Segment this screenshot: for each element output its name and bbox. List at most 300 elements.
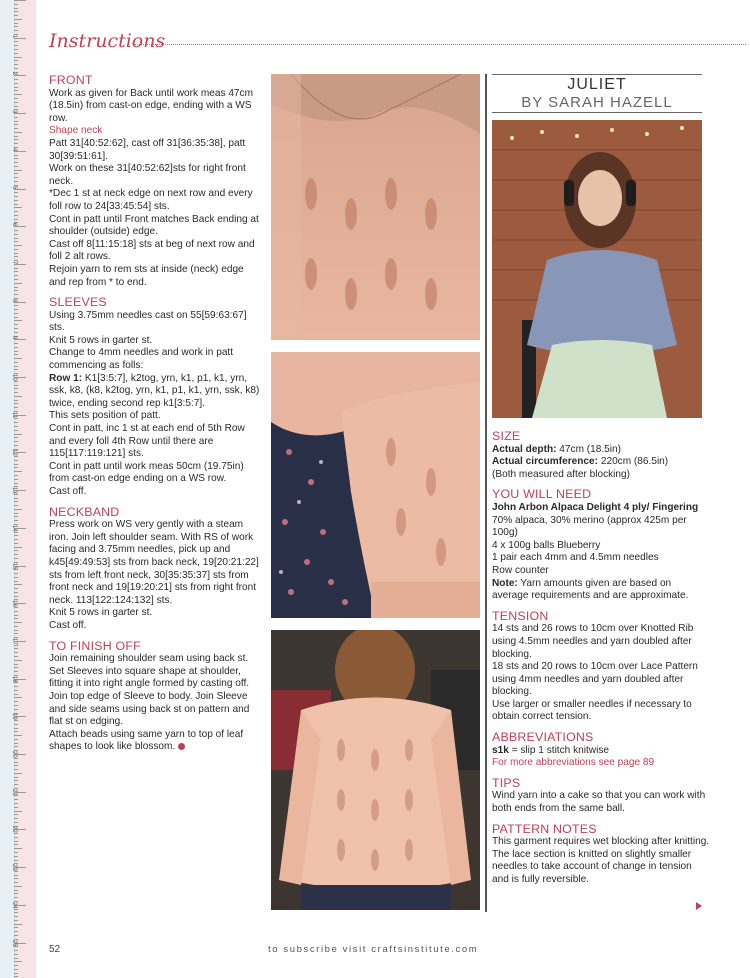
ruler-tick [14, 935, 18, 936]
ruler-tick [14, 931, 18, 932]
ruler-number: 22 [11, 826, 17, 834]
size-depth-value: 47cm (18.5in) [556, 443, 622, 455]
ruler-tick [14, 418, 18, 419]
ruler-tick [14, 245, 22, 246]
ruler-tick [14, 200, 18, 201]
ruler-tick [14, 705, 18, 706]
ruler-tick [14, 328, 18, 329]
ruler-tick [14, 920, 18, 921]
ruler-tick [14, 215, 18, 216]
front-text: Work as given for Back until work meas 47cm (18.5in) from cast-on edge, ending with a WS row. [49, 87, 254, 124]
ruler-tick [14, 886, 22, 887]
ruler-tick [14, 170, 22, 171]
size-note: (Both measured after blocking) [492, 468, 631, 480]
ruler-tick [14, 143, 18, 144]
ruler-tick [14, 520, 18, 521]
ruler-tick [14, 697, 22, 698]
abbreviations-heading: ABBREVIATIONS [492, 730, 594, 745]
ruler-tick [14, 324, 18, 325]
ruler-number: 13 [11, 487, 17, 494]
ruler-tick [14, 173, 18, 174]
tension-heading: TENSION [492, 608, 549, 623]
ruler-tick [14, 720, 18, 721]
ruler-tick [14, 362, 18, 363]
ruler-tick [14, 124, 18, 125]
size-circ-label: Actual circumference: [492, 456, 599, 468]
ruler-tick [14, 626, 18, 627]
ruler-tick [14, 79, 18, 80]
ruler-tick [14, 780, 18, 781]
ruler-tick [14, 969, 18, 970]
photo-front-lace-detail [271, 74, 480, 340]
ruler-tick [14, 878, 18, 879]
row-1-instruction [49, 373, 261, 411]
front-text: Cont in patt until Front matches Back ending at shoulder (outside) edge. [49, 213, 259, 238]
ruler-tick [14, 811, 22, 812]
sleeves-text: Cont in patt until work meas 50cm (19.75in) from cast-on edge ending on a WS row. [49, 460, 244, 485]
ruler-tick [14, 396, 22, 397]
need-note-text: Yarn amounts given are based on average requirements and are approximate. [492, 577, 689, 602]
ruler-tick [14, 618, 18, 619]
ruler-tick [14, 211, 18, 212]
tension-text: 14 sts and 26 rows to 10cm over Knotted Rib using 4.5mm needles and yarn doubled after blocking. [492, 623, 694, 660]
ruler-tick [14, 60, 18, 61]
ruler-tick [14, 890, 18, 891]
photo-back-view [271, 630, 480, 910]
ruler-tick [14, 848, 22, 849]
ruler-tick [14, 501, 18, 502]
ruler-tick [14, 973, 18, 974]
ruler-tick [14, 686, 18, 687]
ruler-tick [14, 573, 18, 574]
ruler-tick [14, 694, 18, 695]
ruler-tick [14, 219, 18, 220]
ruler-tick [14, 773, 22, 774]
ruler-tick [14, 162, 18, 163]
photo-sleeve-detail [271, 352, 480, 618]
pattern-notes-text: This garment requires wet blocking after knitting. The lace section is knitted on slightly smaller needles to take account of change in tension and is fully reversible. [492, 836, 710, 885]
front-text: *Dec 1 st at neck edge on next row and every foll row to 24[33:45:54] sts. [49, 188, 253, 212]
you-will-need-heading: YOU WILL NEED [492, 487, 592, 502]
ruler-tick [14, 64, 18, 65]
title-rule-top [492, 74, 702, 75]
ruler-number: 10 [11, 374, 17, 381]
ruler-tick [14, 860, 18, 861]
ruler-tick [14, 354, 18, 355]
sleeves-text: Cast off. [49, 486, 87, 497]
ruler-tick [14, 437, 18, 438]
ruler-tick [14, 407, 18, 408]
ruler-number: 20 [11, 751, 17, 758]
ruler-tick [14, 912, 18, 913]
ruler-tick [14, 392, 18, 393]
ruler-number: 14 [11, 524, 17, 532]
ruler-tick [14, 204, 18, 205]
ruler-number: 15 [11, 562, 17, 570]
ruler-tick [14, 630, 18, 631]
yarn-name: John Arbon Alpaca Delight 4 ply/ Fingering [492, 501, 699, 513]
header-dotted-rule [134, 44, 746, 45]
ruler-tick [14, 841, 18, 842]
ruler-number: 25 [11, 939, 17, 947]
ruler-tick [14, 117, 18, 118]
ruler-tick [14, 268, 18, 269]
front-heading: FRONT [49, 73, 93, 87]
ruler-tick [14, 313, 18, 314]
tips-heading: TIPS [492, 775, 521, 790]
ruler-tick [14, 728, 18, 729]
ruler-tick [14, 558, 18, 559]
shape-neck-subheading: Shape neck [49, 125, 103, 137]
ruler-tick [14, 622, 22, 623]
ruler-tick [14, 106, 18, 107]
ruler-tick [14, 667, 18, 668]
pattern-notes-heading: PATTERN NOTES [492, 821, 597, 836]
ruler-tick [14, 581, 18, 582]
ruler-tick [14, 11, 18, 12]
ruler-tick [14, 49, 18, 50]
ruler-tick [14, 87, 18, 88]
column-divider [485, 74, 487, 912]
abbreviation-definition: = slip 1 stitch knitwise [508, 744, 609, 756]
neckband-text: Cast off. [49, 619, 87, 631]
ruler-tick [14, 784, 18, 785]
ruler-number: 3 [11, 110, 17, 114]
ruler-tick [14, 516, 18, 517]
ruler-tick [14, 844, 18, 845]
ruler-tick [14, 230, 18, 231]
ruler-tick [14, 249, 18, 250]
ruler-tick [14, 290, 18, 291]
yarn-info [492, 502, 710, 540]
ruler-tick [14, 961, 22, 962]
end-marker-icon [178, 743, 185, 750]
ruler-number: 1 [11, 34, 17, 39]
ruler-tick [14, 98, 18, 99]
ruler-tick [14, 434, 22, 435]
ruler-tick [14, 426, 18, 427]
ruler-tick [14, 181, 18, 182]
ruler-tick [14, 256, 18, 257]
size-circumference [492, 456, 710, 469]
tips-text: Wind yarn into a cake so that you can work with both ends from the same ball. [492, 790, 706, 815]
ruler-tick [14, 83, 18, 84]
ruler-number: 16 [11, 600, 17, 607]
ruler-tick [14, 388, 18, 389]
ruler-tick [14, 8, 18, 9]
ruler-tick [14, 332, 18, 333]
ruler-tick [14, 422, 18, 423]
finish-heading: TO FINISH OFF [49, 638, 141, 653]
ruler-tick [14, 369, 18, 370]
ruler-tick [14, 475, 18, 476]
need-item: Row counter [492, 564, 549, 576]
ruler-tick [14, 75, 26, 76]
ruler-tick [14, 317, 18, 318]
ruler-tick [14, 196, 18, 197]
pattern-designer: BY SARAH HAZELL [521, 94, 673, 111]
finish-text: Join remaining shoulder seam using back st. Set Sleeves into square shape at shoulder, fitting it into right angle formed by casting off. Join top edge of Sleeve to body. Join Sleeve and side seams using back st on pattern and flat st on edging. [49, 653, 250, 728]
ruler-number: 5 [11, 185, 17, 189]
ruler-tick [14, 343, 18, 344]
ruler-tick [14, 611, 18, 612]
ruler-tick [14, 121, 18, 122]
ruler-tick [14, 53, 18, 54]
ruler-tick [14, 45, 18, 46]
ruler-tick [14, 467, 18, 468]
ruler-tick [14, 139, 18, 140]
ruler-tick [14, 366, 18, 367]
ruler-tick [14, 339, 26, 340]
ruler-tick [14, 735, 22, 736]
size-depth-label: Actual depth: [492, 443, 557, 455]
tension-text: Use larger or smaller needles if necessary to obtain correct tension. [492, 698, 692, 723]
ruler-tick [14, 494, 18, 495]
ruler-tick [14, 535, 18, 536]
page-title: Instructions [49, 30, 166, 52]
front-text: Rejoin yarn to rem sts at inside (neck) edge and rep from * to end. [49, 263, 244, 288]
ruler-tick [14, 483, 18, 484]
ruler-tick [14, 724, 18, 725]
ruler-tick [14, 385, 18, 386]
ruler-tick [14, 652, 18, 653]
need-note-label: Note: [492, 577, 518, 589]
ruler-tick [14, 690, 18, 691]
ruler-number: 19 [11, 713, 17, 720]
ruler-tick [14, 954, 18, 955]
ruler-tick [14, 441, 18, 442]
ruler-tick [14, 916, 18, 917]
front-text: Cast off 8[11:15:18] sts at beg of next row and foll 2 alt rows. [49, 238, 255, 263]
ruler-tick [14, 837, 18, 838]
ruler-tick [14, 294, 18, 295]
pattern-title: JULIET [567, 76, 627, 93]
ruler-tick [14, 799, 18, 800]
ruler-tick [14, 498, 18, 499]
ruler-tick [14, 596, 18, 597]
ruler-tick [14, 509, 22, 510]
ruler-tick [14, 158, 18, 159]
abbreviation-term: s1k [492, 744, 509, 756]
ruler-tick [14, 577, 18, 578]
ruler-number: 8 [11, 298, 17, 302]
ruler-tick [14, 403, 18, 404]
ruler-tick [14, 238, 18, 239]
ruler-tick [14, 279, 18, 280]
sleeves-text: Using 3.75mm needles cast on 55[59:63:67] sts. [49, 309, 247, 334]
ruler-tick [14, 777, 18, 778]
ruler-tick [14, 177, 18, 178]
ruler-tick [14, 234, 18, 235]
ruler-tick [14, 897, 18, 898]
ruler-tick [14, 471, 22, 472]
ruler-number: 18 [11, 675, 17, 683]
ruler-tick [14, 833, 18, 834]
ruler-tick [14, 358, 22, 359]
ruler-tick [14, 965, 18, 966]
finish-text [49, 729, 261, 754]
ruler-number: 6 [11, 223, 17, 227]
ruler-tick [14, 309, 18, 310]
ruler-tick [14, 30, 18, 31]
ruler-number: 11 [11, 411, 17, 418]
ruler-tick [14, 746, 18, 747]
ruler-tick [14, 479, 18, 480]
ruler-tick [14, 320, 22, 321]
ruler-number: 17 [11, 637, 17, 645]
ruler-tick [14, 241, 18, 242]
ruler-tick [14, 68, 18, 69]
ruler-tick [14, 102, 18, 103]
ruler-tick [14, 875, 18, 876]
ruler-tick [14, 871, 18, 872]
ruler-tick [14, 19, 22, 20]
ruler-tick [14, 430, 18, 431]
ruler-tick [14, 588, 18, 589]
sleeves-text: This sets position of patt. [49, 410, 161, 422]
ruler-tick [14, 305, 18, 306]
ruler-number: 2 [11, 72, 17, 76]
pattern-info-column [492, 430, 710, 887]
ruler-tick [14, 57, 22, 58]
ruler-tick [14, 739, 18, 740]
ruler-tick [14, 400, 18, 401]
ruler-tick [14, 464, 18, 465]
photo-model-wearing-wrap [492, 120, 702, 418]
need-note [492, 578, 710, 603]
ruler-tick [14, 287, 18, 288]
sleeves-text: Change to 4mm needles and work in patt commencing as folls: [49, 347, 234, 372]
ruler-tick [14, 592, 18, 593]
ruler-tick [14, 15, 18, 16]
ruler-tick [14, 513, 18, 514]
ruler-tick [14, 950, 18, 951]
ruler-tick [14, 275, 18, 276]
ruler-tick [14, 814, 18, 815]
ruler-tick [14, 822, 18, 823]
neckband-text: Knit 5 rows in garter st. [49, 607, 153, 619]
measuring-ruler [0, 0, 36, 978]
ruler-tick [14, 271, 18, 272]
ruler-tick [14, 128, 18, 129]
ruler-tick [14, 4, 18, 5]
need-item: 4 x 100g balls Blueberry [492, 539, 601, 551]
continue-arrow-icon [696, 902, 702, 910]
ruler-tick [14, 701, 18, 702]
yarn-details: 70% alpaca, 30% merino (approx 425m per 100g) [492, 514, 687, 539]
front-text: Patt 31[40:52:62], cast off 31[36:35:38], patt 30[39:51:61]. [49, 137, 246, 162]
neckband-heading: NECKBAND [49, 504, 120, 519]
abbreviation-item [492, 745, 710, 758]
ruler-tick [14, 132, 22, 133]
more-abbreviations-link[interactable]: For more abbreviations see page 89 [492, 757, 655, 769]
ruler-tick [14, 166, 18, 167]
ruler-tick [14, 664, 18, 665]
subscribe-url[interactable]: to subscribe visit craftsinstitute.com [268, 944, 479, 955]
ruler-tick [14, 26, 18, 27]
ruler-tick [14, 976, 18, 977]
ruler-number: 9 [11, 336, 17, 340]
ruler-tick [14, 539, 18, 540]
ruler-tick [14, 731, 18, 732]
ruler-tick [14, 253, 18, 254]
ruler-tick [14, 709, 18, 710]
ruler-tick [14, 882, 18, 883]
ruler-tick [14, 807, 18, 808]
sleeves-text: Knit 5 rows in garter st. [49, 334, 153, 346]
ruler-number: 24 [11, 901, 17, 909]
size-heading: SIZE [492, 429, 521, 443]
ruler-tick [14, 347, 18, 348]
ruler-tick [14, 543, 18, 544]
ruler-tick [14, 155, 18, 156]
sleeves-heading: SLEEVES [49, 295, 107, 310]
ruler-tick [14, 924, 22, 925]
ruler-tick [14, 456, 18, 457]
ruler-tick [14, 554, 18, 555]
ruler-tick [14, 351, 18, 352]
ruler-tick [14, 671, 18, 672]
ruler-tick [14, 23, 18, 24]
ruler-tick [14, 633, 18, 634]
row-1-text: K1[3:5:7], k2tog, yrn, k1, p1, k1, yrn, ssk, k8, (k8, k2tog, yrn, k1, p1, k1, yrn, ssk, k8) twice, ending second rep k1[3:5:7]. [49, 372, 260, 409]
ruler-tick [14, 584, 22, 585]
title-rule-bottom [492, 112, 702, 113]
ruler-tick [14, 893, 18, 894]
ruler-tick [14, 958, 18, 959]
tension-text: 18 sts and 20 rows to 10cm over Lace Pattern using 4mm needles and yarn doubled after blocking. [492, 661, 698, 698]
ruler-tick [14, 94, 22, 95]
ruler-tick [14, 547, 22, 548]
sleeves-text: Cont in patt, inc 1 st at each end of 5th Row and every foll 4th Row until there are 115[117:119:121] sts. [49, 423, 245, 460]
ruler-tick [14, 41, 18, 42]
ruler-tick [14, 648, 18, 649]
ruler-tick [14, 852, 18, 853]
ruler-tick [14, 90, 18, 91]
size-depth [492, 444, 710, 457]
ruler-tick [14, 660, 22, 661]
ruler-tick [14, 460, 18, 461]
ruler-tick [14, 550, 18, 551]
ruler-tick [14, 656, 18, 657]
ruler-tick [14, 607, 18, 608]
ruler-number: 23 [11, 864, 17, 871]
ruler-tick [14, 136, 18, 137]
ruler-number: 21 [11, 788, 17, 796]
ruler-tick [14, 743, 18, 744]
ruler-tick [14, 762, 18, 763]
size-circ-value: 220cm (86.5in) [598, 456, 669, 468]
ruler-tick [14, 803, 18, 804]
ruler-tick [14, 927, 18, 928]
ruler-tick [14, 207, 22, 208]
ruler-tick [14, 856, 18, 857]
ruler-tick [14, 765, 18, 766]
ruler-tick [14, 192, 18, 193]
ruler-tick [14, 505, 18, 506]
instructions-column [49, 74, 261, 754]
ruler-tick [14, 283, 22, 284]
ruler-number: 12 [11, 449, 17, 457]
row-1-label: Row 1: [49, 372, 83, 384]
ruler-tick [14, 769, 18, 770]
finish-text-span: Attach beads using same yarn to top of leaf shapes to look like blossom. [49, 728, 244, 753]
page-number: 52 [49, 944, 61, 955]
need-item: 1 pair each 4mm and 4.5mm needles [492, 552, 659, 564]
ruler-tick [14, 818, 18, 819]
ruler-tick [14, 0, 26, 1]
front-text: Work on these 31[40:52:62]sts for right front neck. [49, 163, 246, 187]
